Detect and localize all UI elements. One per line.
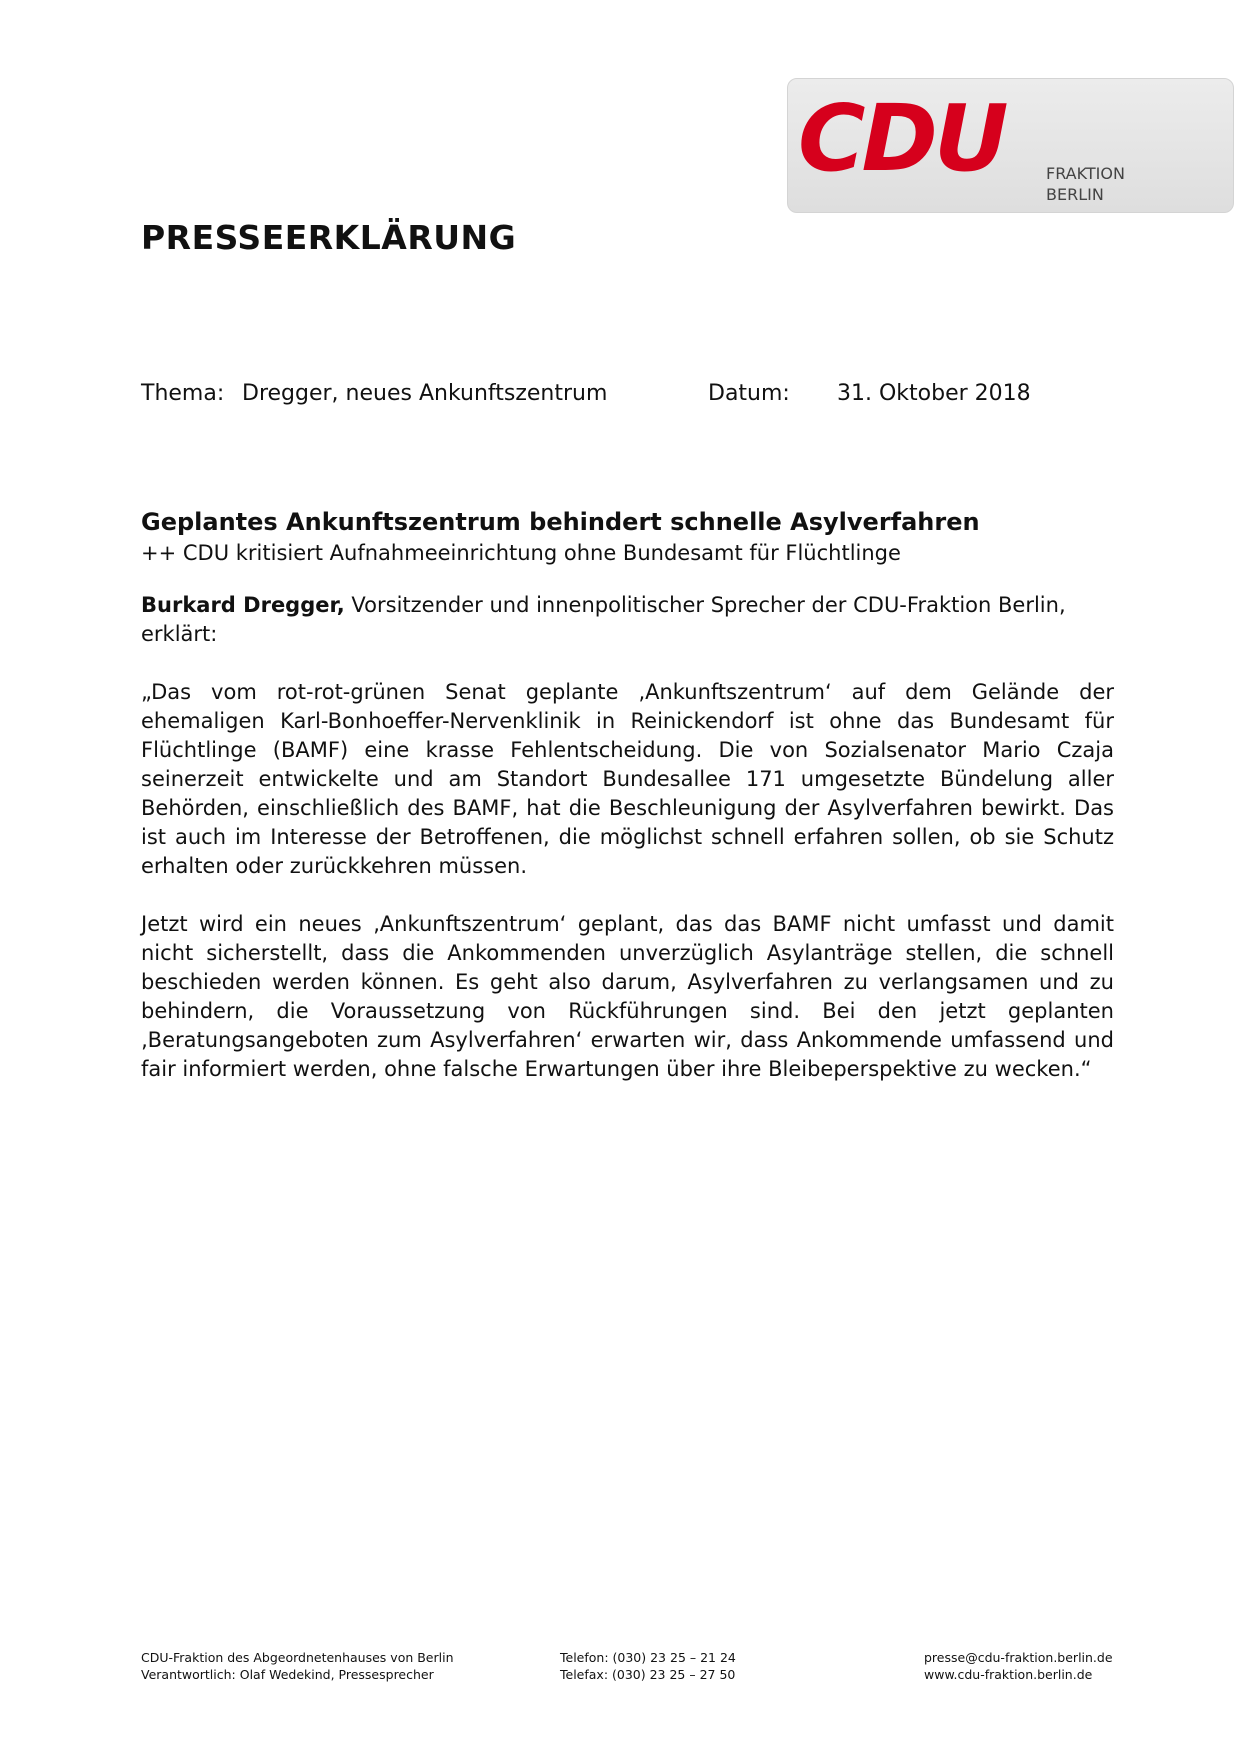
footer-web: www.cdu-fraktion.berlin.de — [924, 1667, 1093, 1682]
subheadline: ++ CDU kritisiert Aufnahmeeinrichtung ohne Bundesamt für Flüchtlinge — [141, 541, 901, 565]
cdu-logo — [787, 78, 1234, 213]
body-paragraph-1: „Das vom rot-rot-grünen Senat geplante ‚Ankunftszentrum‘ auf dem Gelände der ehemaligen Karl-Bonhoeffer-Nervenklinik in Reinickendorf ist ohne das Bundesamt für Flüchtlinge (BAMF) eine krasse Fehlentscheidung. Die von Sozialsenator Mario Czaja seinerzeit entwickelte und am Standort Bundesallee 171 umgesetzte Bündelung aller Behörden, einschließlich des BAMF, hat die Beschleunigung der Asylverfahren bewirkt. Das ist auch im Interesse der Betroffenen, die möglichst schnell erfahren sollen, ob sie Schutz erhalten oder zurückkehren müssen. — [141, 680, 1114, 878]
logo-subtitle — [1046, 163, 1125, 205]
footer-org: CDU-Fraktion des Abgeordnetenhauses von Berlin — [141, 1650, 454, 1665]
thema-label: Thema: — [141, 381, 225, 406]
author-line — [141, 591, 1114, 649]
page-title: PRESSEERKLÄRUNG — [141, 218, 517, 257]
footer-fax: Telefax: (030) 23 25 – 27 50 — [560, 1667, 736, 1682]
author-name: Burkard Dregger, — [141, 593, 345, 617]
body-paragraph-2: Jetzt wird ein neues ‚Ankunftszentrum‘ geplant, das das BAMF nicht umfasst und damit nicht sicherstellt, dass die Ankommenden unverzüglich Asylanträge stellen, die schnell beschieden werden können. Es geht also darum, Asylverfahren zu verlangsamen und zu behindern, die Voraussetzung von Rückführungen sind. Bei den jetzt geplanten ‚Beratungsangeboten zum Asylverfahren‘ erwarten wir, dass Ankommende umfassend und fair informiert werden, ohne falsche Erwartungen über ihre Bleibeperspektive zu wecken.“ — [141, 912, 1114, 1081]
logo-brand: CDU — [798, 85, 1005, 192]
footer-contact-phone — [560, 1649, 736, 1683]
headline: Geplantes Ankunftszentrum behindert schnelle Asylverfahren — [141, 508, 980, 536]
press-release-body — [141, 505, 1114, 1084]
footer-organization — [141, 1649, 454, 1683]
footer-phone: Telefon: (030) 23 25 – 21 24 — [560, 1650, 736, 1665]
author-role: Vorsitzender und innenpolitischer Sprecher der CDU-Fraktion Berlin, erklärt: — [141, 593, 1066, 646]
logo-subtitle-line2: BERLIN — [1046, 185, 1104, 204]
logo-subtitle-line1: FRAKTION — [1046, 164, 1125, 183]
datum-value: 31. Oktober 2018 — [837, 381, 1031, 406]
footer-email: presse@cdu-fraktion.berlin.de — [924, 1650, 1113, 1665]
thema-value: Dregger, neues Ankunftszentrum — [242, 381, 608, 406]
footer-responsible: Verantwortlich: Olaf Wedekind, Pressesprecher — [141, 1667, 434, 1682]
footer-contact-online — [924, 1649, 1113, 1683]
datum-label: Datum: — [708, 381, 790, 406]
